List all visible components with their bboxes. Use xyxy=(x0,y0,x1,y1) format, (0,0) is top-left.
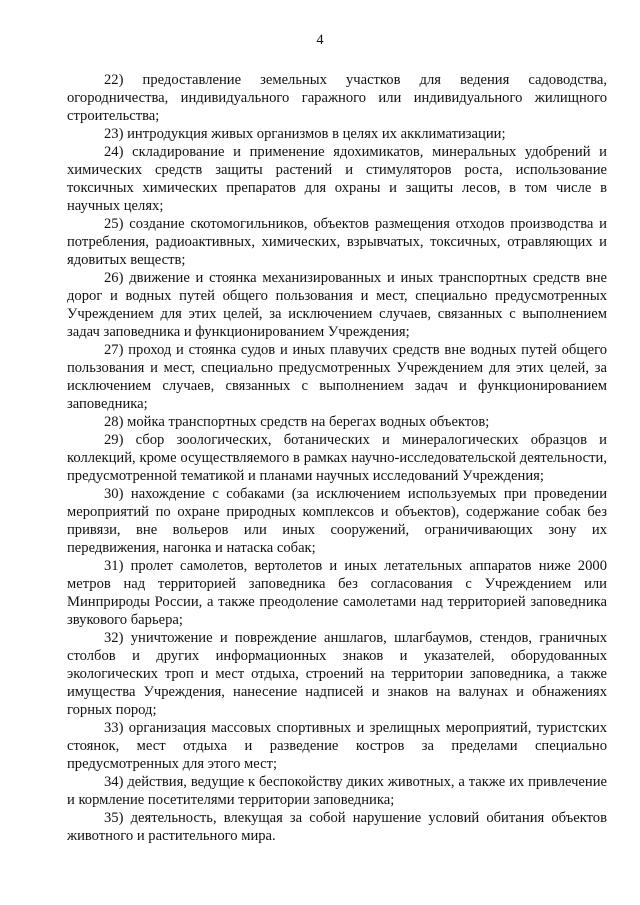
paragraph-item-34: 34) действия, ведущие к беспокойству диких животных, а также их привлечение и кормление посетителями территории заповедника; xyxy=(67,774,607,808)
paragraph-item-27: 27) проход и стоянка судов и иных плавучих средств вне водных путей общего пользования и мест, специально предусмотренных Учреждением для этих целей, за исключением случаев, связанных с выполнением задач и функционированием заповедника; xyxy=(67,342,607,412)
paragraph-item-30: 30) нахождение с собаками (за исключением используемых при проведении мероприятий по охране природных комплексов и объектов), содержание собак без привязи, вне вольеров или иных сооружений, ограничивающих зону их передвижения, нагонка и натаска собак; xyxy=(67,486,607,556)
paragraph-item-23: 23) интродукция живых организмов в целях их акклиматизации; xyxy=(104,126,506,142)
document-body xyxy=(67,71,607,845)
paragraph-item-24: 24) складирование и применение ядохимикатов, минеральных удобрений и химических средств защиты растений и стимуляторов роста, использование токсичных химических препаратов для охраны и защиты лесов, в том числе в научных целях; xyxy=(67,144,607,214)
paragraph-item-29: 29) сбор зоологических, ботанических и минералогических образцов и коллекций, кроме осуществляемого в рамках научно-исследовательской деятельности, предусмотренной тематикой и планами научных исследований Учреждения; xyxy=(67,432,607,484)
paragraph-item-26: 26) движение и стоянка механизированных и иных транспортных средств вне дорог и водных путей общего пользования и мест, специально предусмотренных Учреждением для этих целей, за исключением случаев, связанных с выполнением задач заповедника и функционированием Учреждения; xyxy=(67,270,607,340)
page-number: 4 xyxy=(316,32,324,48)
paragraph-item-31: 31) пролет самолетов, вертолетов и иных летательных аппаратов ниже 2000 метров над территорией заповедника без согласования с Учреждением или Минприроды России, а также преодоление самолетами над территорией заповедника звукового барьера; xyxy=(67,558,607,628)
paragraph-item-32: 32) уничтожение и повреждение аншлагов, шлагбаумов, стендов, граничных столбов и других информационных знаков и указателей, оборудованных экологических троп и мест отдыха, строений на территории заповедника, а также имущества Учреждения, нанесение надписей и знаков на валунах и обнажениях горных пород; xyxy=(67,630,607,718)
paragraph-item-35: 35) деятельность, влекущая за собой нарушение условий обитания объектов животного и растительного мира. xyxy=(67,810,607,844)
paragraph-item-22: 22) предоставление земельных участков для ведения садоводства, огородничества, индивидуального гаражного или индивидуального жилищного строительства; xyxy=(67,72,607,124)
paragraph-item-25: 25) создание скотомогильников, объектов размещения отходов производства и потребления, радиоактивных, химических, взрывчатых, токсичных, отравляющих и ядовитых веществ; xyxy=(67,216,607,268)
paragraph-item-28: 28) мойка транспортных средств на берегах водных объектов; xyxy=(104,414,490,430)
paragraph-item-33: 33) организация массовых спортивных и зрелищных мероприятий, туристских стоянок, мест отдыха и разведение костров за пределами специально предусмотренных для этого мест; xyxy=(67,720,607,772)
